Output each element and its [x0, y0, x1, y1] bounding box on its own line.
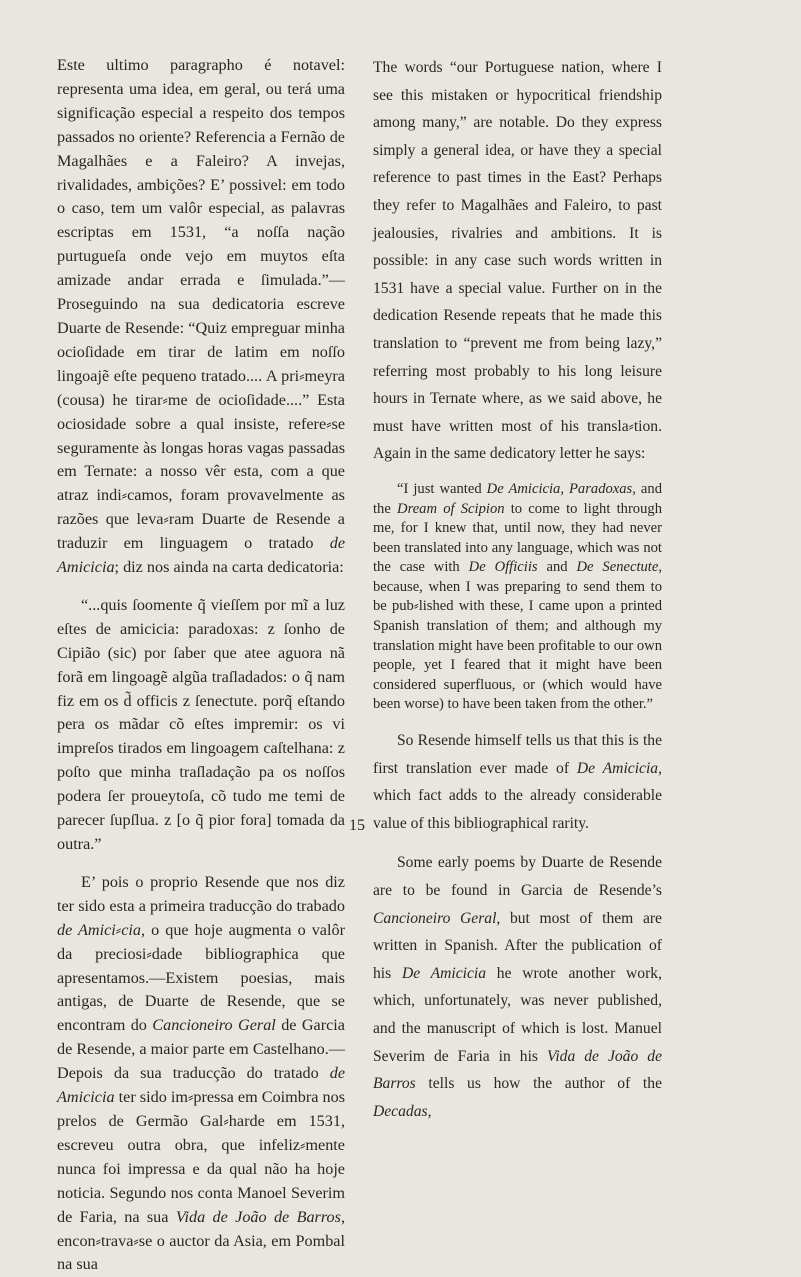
portuguese-paragraph-resende: E’ pois o proprio Resende que nos diz ter sido esta a primeira traducção do trabado de Amici⸗cia, o que hoje augmenta o valôr da preciosi⸗dade bibliographica que apresentamos.—Existem poesias, mais antigas, de Duarte de Resende, que se encontram do Cancioneiro Geral de Garcia de Resende, a maior parte em Castelhano.—Depois da sua traducção do tratado de Amicicia ter sido im⸗pressa em Coimbra nos prelos de Germão Gal⸗harde em 1531, escreveu outra obra, que infeliz⸗mente nunca foi impressa e da qual não ha hoje noticia. Segundo nos conta Manoel Severim de Faria, na sua Vida de João de Barros, encon⸗trava⸗se o auctor da Asia, em Pombal na sua	[57, 872, 345, 1274]
portuguese-quote: “...quis ſoomente q̃ vieſſem por mĩ a luz eſtes de amicicia: paradoxas: z ſonho de Cipião (sic) por ſaber que atee aguora nã forã em lingoagẽ algũa traſladados: o q̃ nam fiz em os d̃ officis z ſenectute. porq̃ eſtando pera os mãdar cõ eſtes impremir: os vi impreſos tirados em lingoagem caſtelhana: z poſto que minha traſladação pa os noſſos podera ſer proueytoſa, cõ tudo me temi de parecer ſupſlua. z [o q̃ pior fora] tomada da outra.”	[57, 595, 345, 853]
page-number: 15	[349, 817, 365, 834]
english-paragraph-words: The words “our Portuguese nation, where I see this mistaken or hypocritical friendship among many,” are notable. Do they express simply a general idea, or have they a special reference to past times in the East? Perhaps they refer to Magalhães and Faleiro, to past jealousies, rivalries and ambitions. It is possible: in any case such words written in 1531 have a special value. Further on in the dedication Resende repeats that he made this translation to “prevent me from being lazy,” referring most probably to his long leisure hours in Ternate where, as we said above, he must have written most of his transla⸗tion. Again in the same dedicatory letter he says:	[373, 59, 662, 463]
english-paragraph-first-translation: So Resende himself tells us that this is the first translation ever made of De Amicicia, which fact adds to the already considerable value of this bibliographical rarity.	[373, 732, 662, 832]
portuguese-column	[57, 54, 345, 1277]
english-paragraph-poems: Some early poems by Duarte de Resende are to be found in Garcia de Resende’s Cancioneiro Geral, but most of them are written in Spanish. After the publication of his De Amicicia he wrote another work, which, unfortunately, was never published, and the manuscript of which is lost. Manuel Severim de Faria in his Vida de João de Barros tells us how the author of the Decadas,	[373, 854, 662, 1120]
english-column	[373, 54, 662, 1125]
english-quote: “I just wanted De Amicicia, Paradoxas, and the Dream of Scipion to come to light through me, for I knew that, until now, they had never been translated into any language, which was not the case with De Officiis and De Senectute, because, when I was preparing to send them to be pub⸗lished with these, I came upon a printed Spanish translation of them; and although my translation might have been profitable to our own people, yet I feared that it might have been considered superfluous, or (which would have been worse) to have been taken from the other.”	[373, 480, 663, 713]
portuguese-paragraph-intro: Este ultimo paragrapho é notavel: representa uma idea, em geral, ou terá uma significação especial a respeito dos tempos passados no oriente? Referencia a Fernão de Magalhães e a Faleiro? A invejas, rivalidades, ambições? E’ possivel: em todo o caso, tem um valôr especial, as palavras escriptas em 1531, “a noſſa nação purtugueſa onde vejo em muytos eſta amizade andar errada e ſimulada.”—Proseguindo na sua dedicatoria escreve Duarte de Resende: “Quiz empreguar minha ocioſidade em tirar de latim em noſſo lingoajẽ eſte pequeno tratado.... A pri⸗meyra (cousa) he tirar⸗me de ocioſidade....” Esta ociosidade sobre a qual insiste, refere⸗se seguramente às longas horas vagas passadas em Ternate: a nosso vêr esta, com a que atraz indi⸗camos, foram provavelmente as razões que leva⸗ram Duarte de Resende a traduzir em linguagem o tratado de Amicicia; diz nos ainda na carta dedicatoria:	[57, 56, 345, 577]
